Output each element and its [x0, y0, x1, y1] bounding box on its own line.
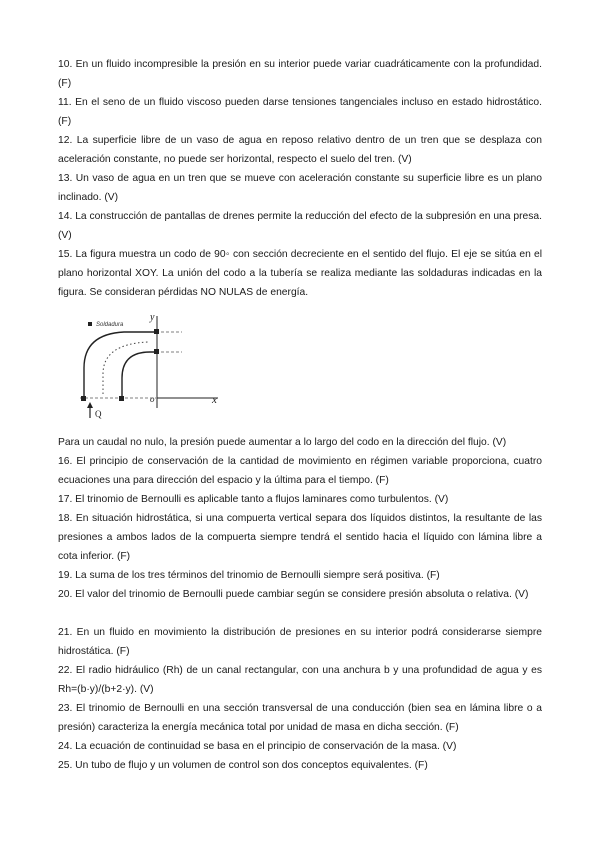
legend-weld-label: Soldadura — [96, 322, 124, 328]
flow-label: Q — [95, 409, 102, 419]
weld-inlet-outer — [81, 396, 86, 401]
statement-23: 23. El trinomio de Bernoulli en una sección transversal de una conducción (bien sea en lámina libre o a presión) caracteriza la energía mecánica total por unidad de masa en dicha sección. (F) — [58, 703, 542, 733]
statement-13: 13. Un vaso de agua en un tren que se mueve con aceleración constante su superficie libre es un plano inclinado. (V) — [58, 173, 542, 203]
statement-20: 20. El valor del trinomio de Bernoulli puede cambiar según se considere presión absoluta o relativa. (V) — [58, 589, 529, 600]
y-axis-label: y — [150, 312, 155, 323]
weld-outlet-outer — [154, 329, 159, 334]
statement-24: 24. La ecuación de continuidad se basa en el principio de conservación de la masa. (V) — [58, 741, 457, 752]
flow-arrow-head — [87, 402, 93, 408]
x-axis-label: x — [212, 394, 217, 406]
statement-11: 11. En el seno de un fluido viscoso pueden darse tensiones tangenciales incluso en estado hidrostático. (F) — [58, 97, 542, 127]
statement-14: 14. La construcción de pantallas de drenes permite la reducción del efecto de la subpresión en una presa. (V) — [58, 211, 542, 241]
elbow-inner-wall — [122, 352, 156, 398]
statement-15: 15. La figura muestra un codo de 90◦ con sección decreciente en el sentido del flujo. El eje se sitúa en el plano horizontal XOY. La unión del codo a la tubería se realiza mediante las soldaduras indicadas en la figura. Se consideran pérdidas NO NULAS de energía. — [58, 249, 542, 298]
statement-15-question: Para un caudal no nulo, la presión puede aumentar a lo largo del codo en la dirección del flujo. (V) — [58, 437, 507, 448]
legend-weld-marker — [88, 322, 92, 326]
statement-12: 12. La superficie libre de un vaso de agua en reposo relativo dentro de un tren que se desplaza con aceleración constante, no puede ser horizontal, respecto el suelo del tren. (V) — [58, 135, 542, 165]
elbow-outer-wall — [84, 332, 156, 398]
statement-17: 17. El trinomio de Bernoulli es aplicable tanto a flujos laminares como turbulentos. (V) — [58, 494, 449, 505]
statement-18: 18. En situación hidrostática, si una compuerta vertical separa dos líquidos distintos, la resultante de las presiones a ambos lados de la compuerta siempre tendrá el sentido hacia el líquido con lámina libre a cota inferior. (F) — [58, 513, 542, 562]
elbow-figure — [78, 308, 238, 420]
statement-25: 25. Un tubo de flujo y un volumen de control son dos conceptos equivalentes. (F) — [58, 760, 428, 771]
elbow-diagram — [78, 308, 238, 420]
statement-21: 21. En un fluido en movimiento la distribución de presiones en su interior podrá considerarse siempre hidrostática. (F) — [58, 627, 542, 657]
statement-10: 10. En un fluido incompresible la presión en su interior puede variar cuadráticamente con la profundidad. (F) — [58, 59, 542, 89]
origin-label: o — [150, 394, 155, 404]
elbow-centerline — [103, 342, 148, 394]
weld-outlet-inner — [154, 349, 159, 354]
statement-19: 19. La suma de los tres términos del trinomio de Bernoulli siempre será positiva. (F) — [58, 570, 440, 581]
weld-inlet-inner — [119, 396, 124, 401]
statement-22: 22. El radio hidráulico (Rh) de un canal rectangular, con una anchura b y una profundidad de agua y es Rh=(b·y)/(b+2·y). (V) — [58, 665, 542, 695]
statement-16: 16. El principio de conservación de la cantidad de movimiento en régimen variable proporciona, cuatro ecuaciones una para dirección del espacio y la última para el tiempo. (F) — [58, 456, 542, 486]
